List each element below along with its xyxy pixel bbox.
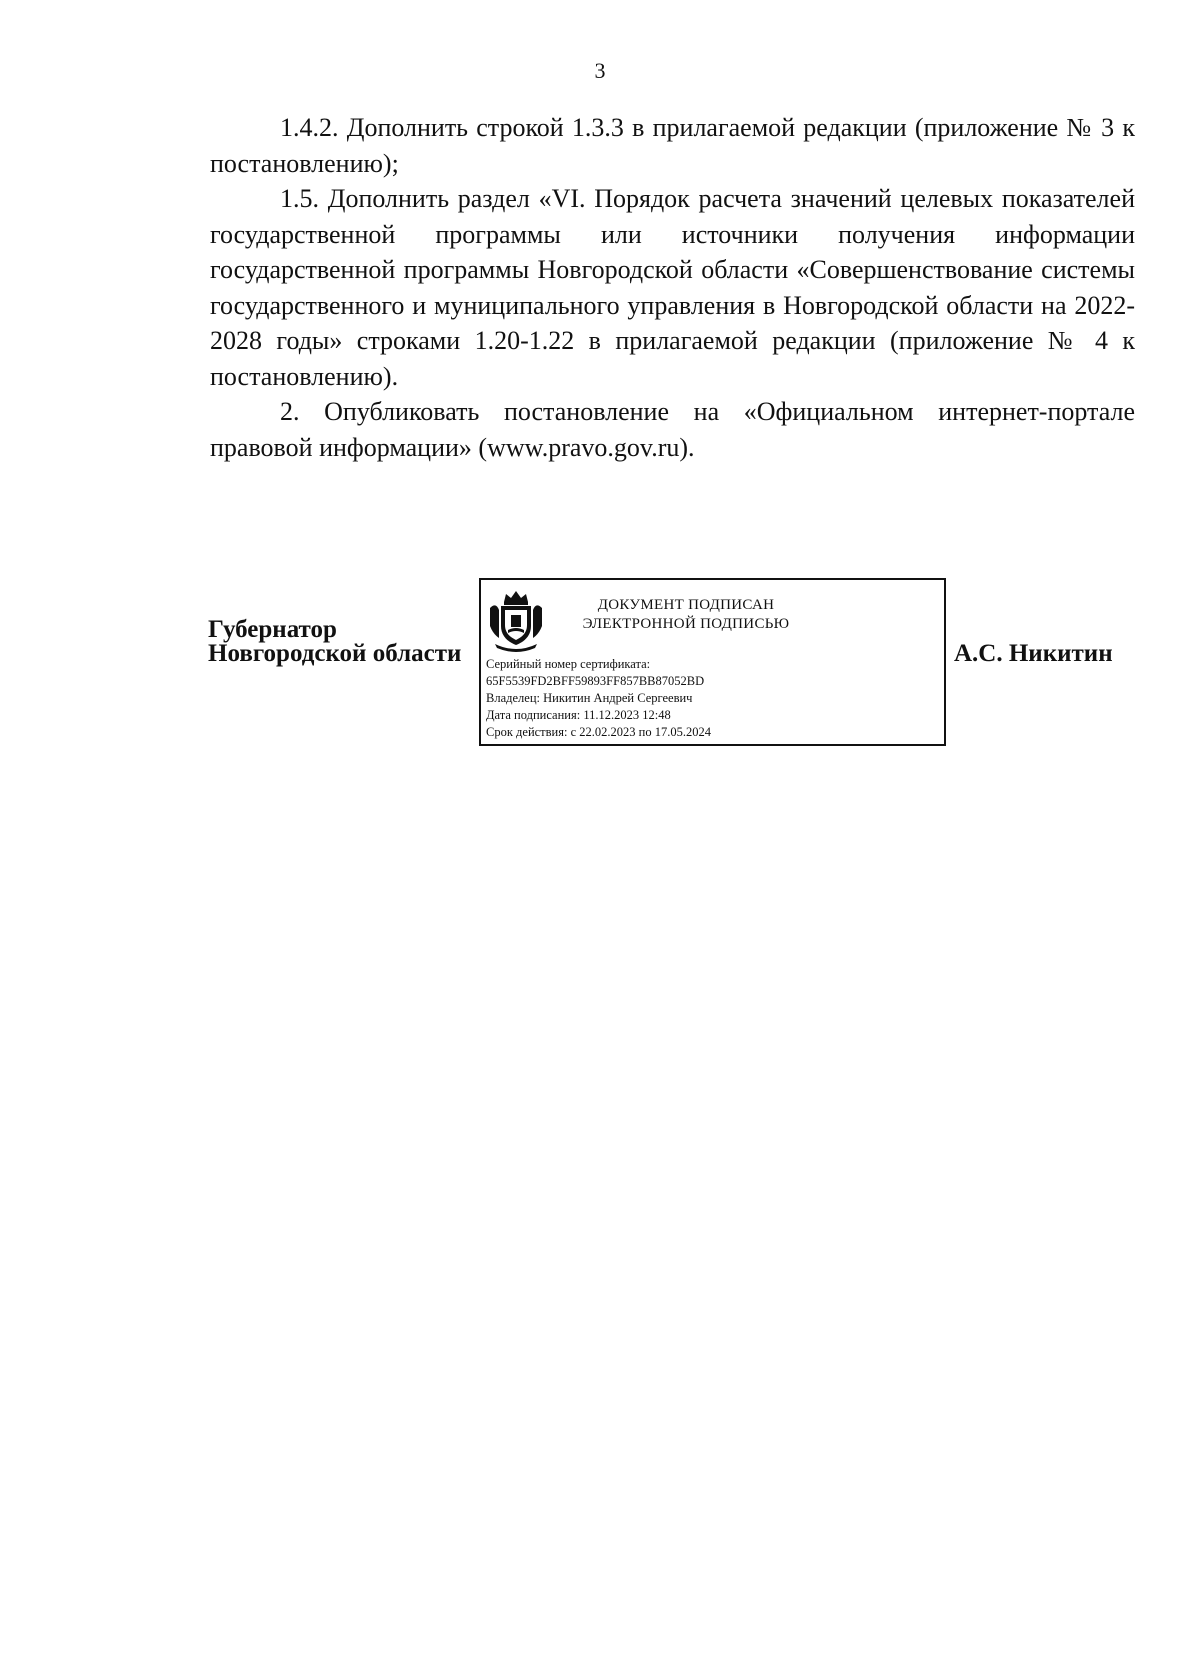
certificate-owner: Владелец: Никитин Андрей Сергеевич <box>486 691 693 705</box>
document-body <box>210 110 1135 465</box>
certificate-validity: Срок действия: с 22.02.2023 по 17.05.2024 <box>486 725 711 739</box>
signatory-name: А.С. Никитин <box>954 640 1113 667</box>
stamp-heading-line1: ДОКУМЕНТ ПОДПИСАН <box>597 597 775 613</box>
stamp-details <box>486 656 711 741</box>
paragraph-2: 2. Опубликовать постановление на «Официальном интернет-портале правовой информации» (www.pravo.gov.ru). <box>210 397 1135 462</box>
paragraph-1-5: 1.5. Дополнить раздел «VI. Порядок расчета значений целевых показателей государственной программы или источники получения информации государственной программы Новгородской области «Совершенствование системы государственного и муниципального управления в Новгородской области на 2022-2028 годы» строками 1.20-1.22 в прилагаемой редакции (приложение № 4 к постановлению). <box>210 184 1135 391</box>
stamp-heading-line2: ЭЛЕКТРОННОЙ ПОДПИСЬЮ <box>582 616 790 632</box>
signatory-title-line1: Губернатор <box>208 616 337 643</box>
signatory-title-line2: Новгородской области <box>208 640 462 667</box>
page-number: 3 <box>594 58 606 83</box>
signing-date: Дата подписания: 11.12.2023 12:48 <box>486 708 671 722</box>
electronic-signature-stamp <box>479 578 946 746</box>
certificate-serial-label: Серийный номер сертификата: <box>486 657 651 671</box>
coat-of-arms-icon <box>487 588 545 654</box>
stamp-heading <box>561 596 811 634</box>
certificate-serial-value: 65F5539FD2BFF59893FF857BB87052BD <box>486 674 705 688</box>
paragraph-1-4-2: 1.4.2. Дополнить строкой 1.3.3 в прилагаемой редакции (приложение № 3 к постановлению); <box>210 113 1135 178</box>
signatory-title <box>208 618 461 666</box>
